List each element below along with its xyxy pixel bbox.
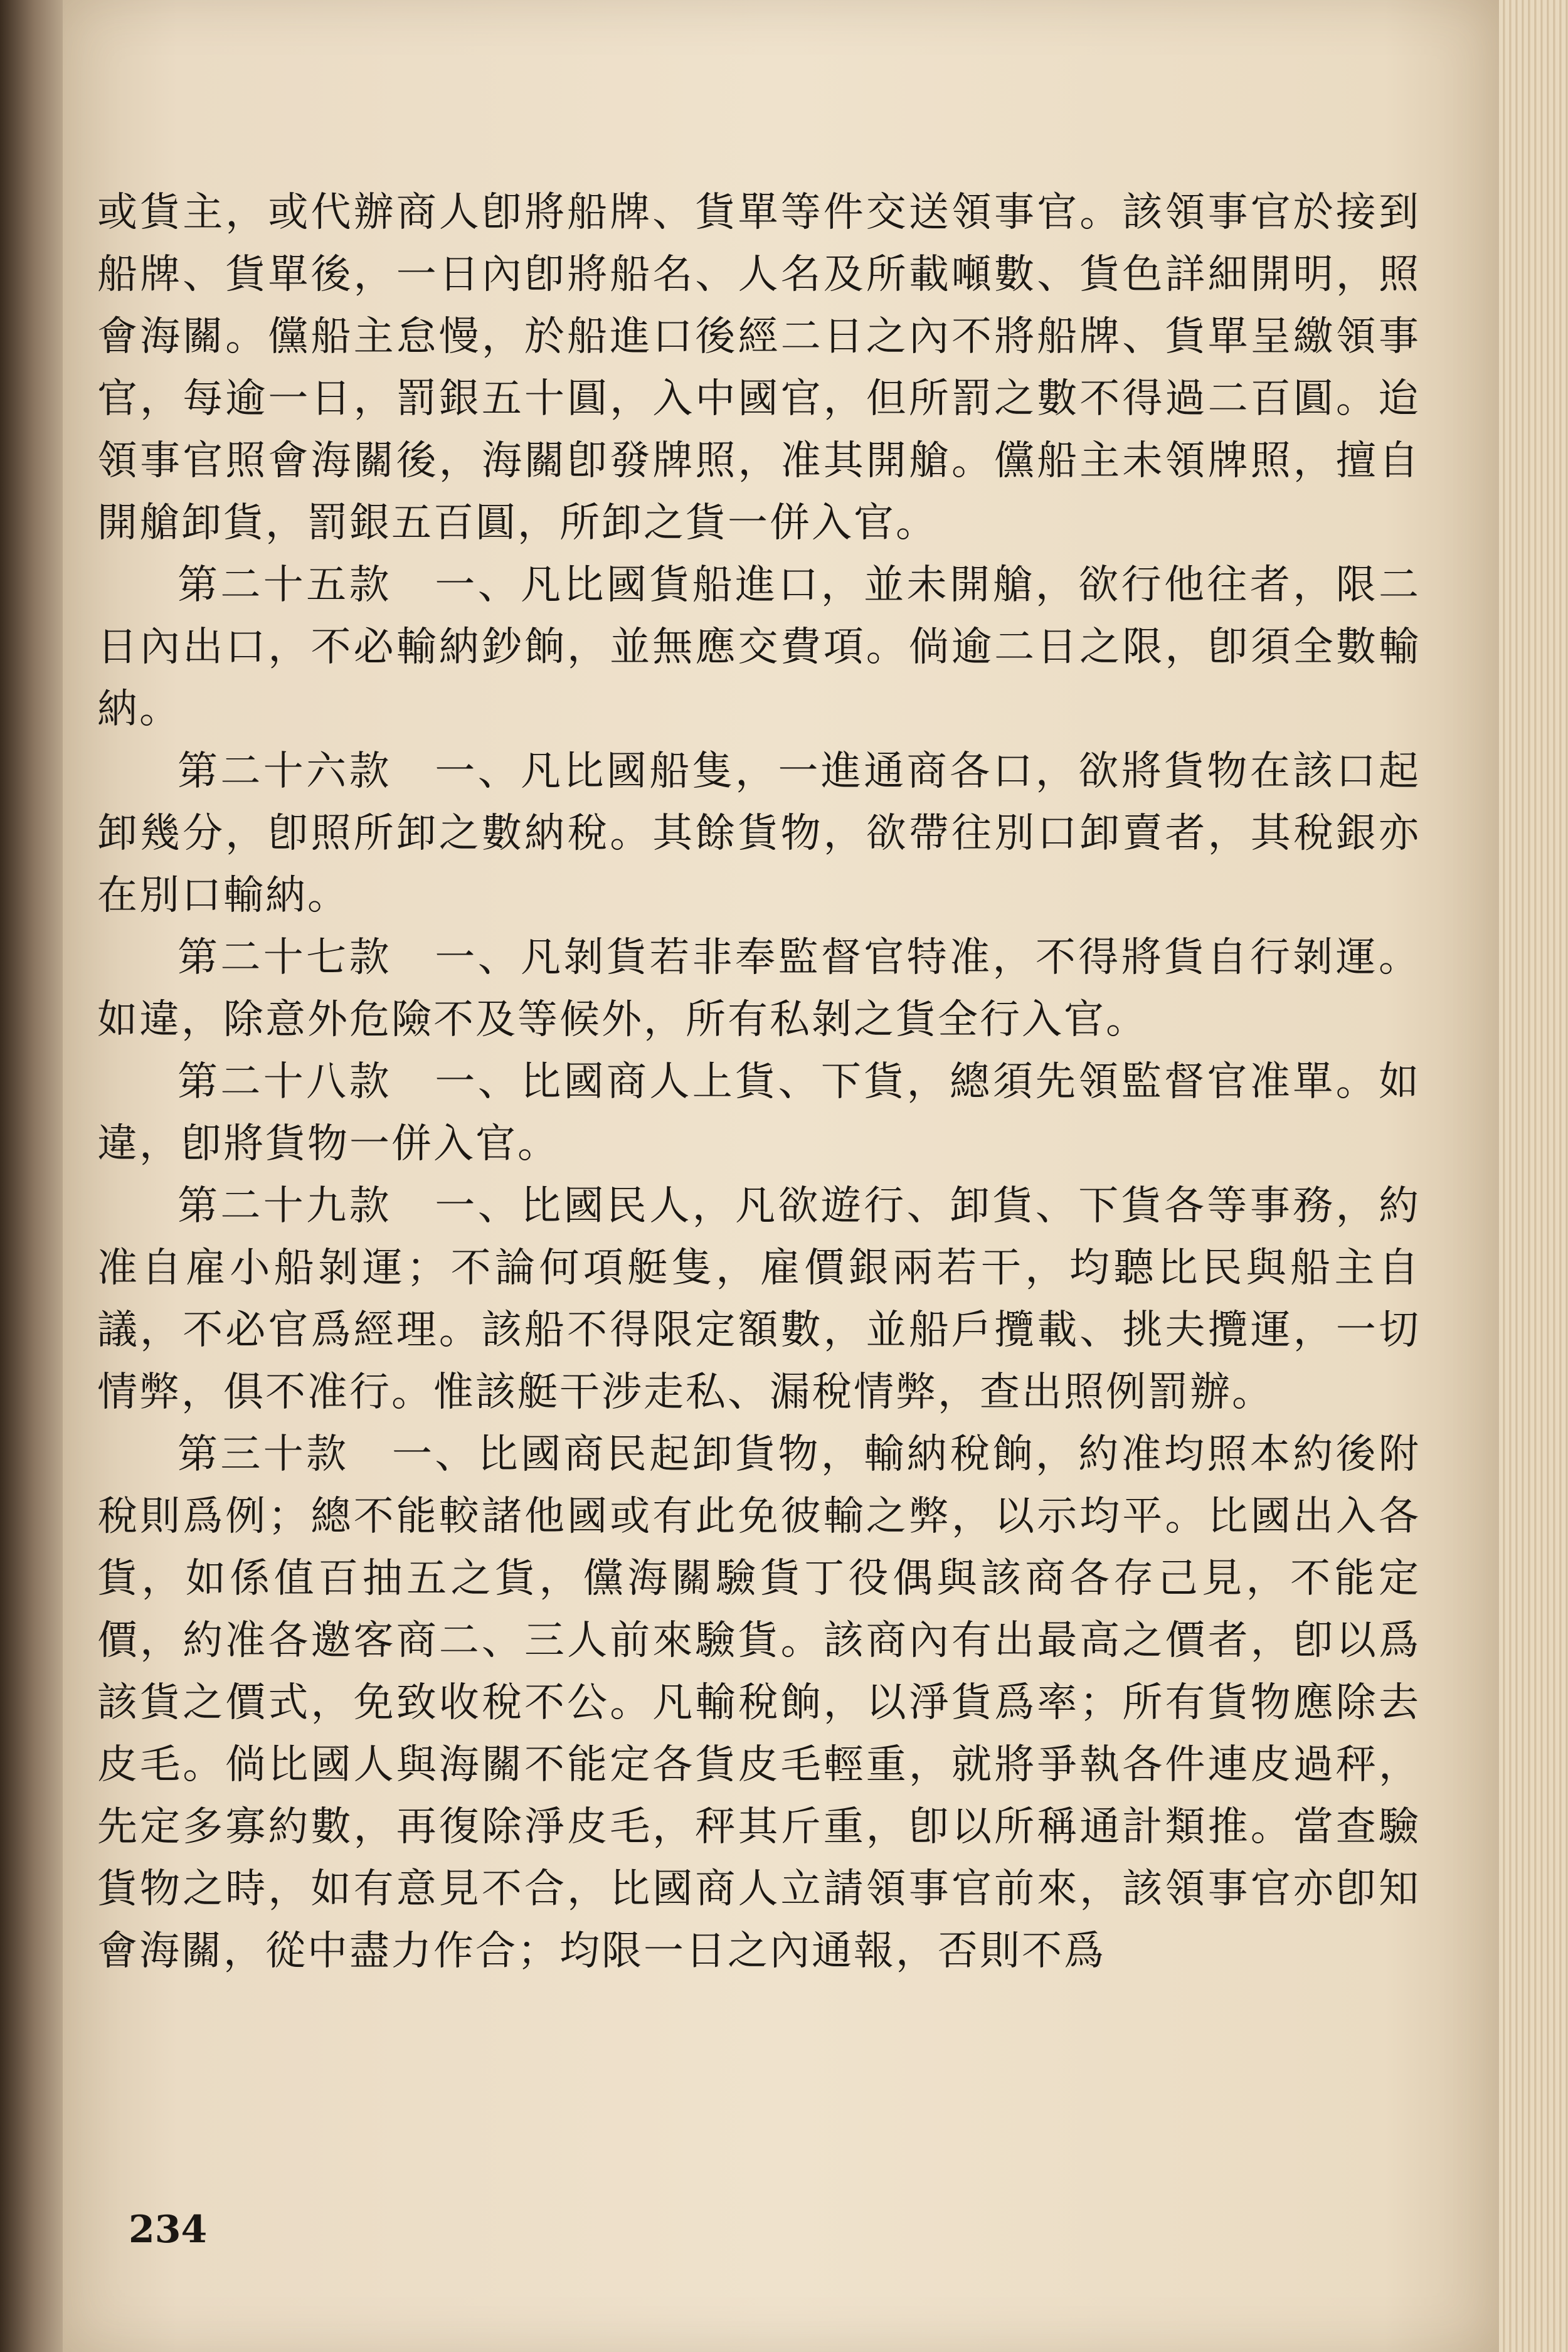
article-26-paragraph: 第二十六款 一、凡比國船隻，一進通商各口，欲將貨物在該口起卸幾分，卽照所卸之數納稅。其餘貨物，欲帶往別口卸賣者，其稅銀亦在別口輸納。 xyxy=(97,748,1421,919)
article-28-paragraph: 第二十八款 一、比國商人上貨、下貨，總須先領監督官准單。如違，卽將貨物一併入官。 xyxy=(97,1059,1421,1167)
page-number: 234 xyxy=(129,2208,208,2252)
page-stack-edge xyxy=(1499,0,1568,2352)
paragraph-continued: 或貨主，或代辦商人卽將船牌、貨單等件交送領事官。該領事官於接到船牌、貨單後，一日內卽將船名、人名及所載噸數、貨色詳細開明，照會海關。儻船主怠慢，於船進口後經二日之內不將船牌、貨單呈繳領事官，每逾一日，罰銀五十圓，入中國官，但所罰之數不得過二百圓。迨領事官照會海關後，海關卽發牌照，准其開艙。儻船主未領牌照，擅自開艙卸貨，罰銀五百圓，所卸之貨一併入官。 xyxy=(97,189,1421,546)
article-25-paragraph: 第二十五款 一、凡比國貨船進口，並未開艙，欲行他往者，限二日內出口，不必輸納鈔餉，並無應交費項。倘逾二日之限，卽須全數輸納。 xyxy=(97,562,1421,733)
article-29-paragraph: 第二十九款 一、比國民人，凡欲遊行、卸貨、下貨各等事務，約准自雇小船剝運；不論何項艇隻，雇價銀兩若干，均聽比民與船主自議，不必官爲經理。該船不得限定額數，並船戶攬載、挑夫攬運，一切情弊，俱不准行。惟該艇干涉走私、漏稅情弊，查出照例罰辦。 xyxy=(97,1183,1421,1416)
article-27-paragraph: 第二十七款 一、凡剝貨若非奉監督官特准，不得將貨自行剝運。如違，除意外危險不及等候外，所有私剝之貨全行入官。 xyxy=(97,935,1421,1043)
body-text xyxy=(97,182,1421,1983)
article-30-paragraph: 第三十款 一、比國商民起卸貨物，輸納稅餉，約准均照本約後附稅則爲例；總不能較諸他國或有此免彼輸之弊，以示均平。比國出入各貨，如係值百抽五之貨，儻海關驗貨丁役偶與該商各存己見，不能定價，約准各邀客商二、三人前來驗貨。該商內有出最高之價者，卽以爲該貨之價式，免致收稅不公。凡輸稅餉，以淨貨爲率；所有貨物應除去皮毛。倘比國人與海關不能定各貨皮毛輕重，就將爭執各件連皮過秤，先定多寡約數，再復除淨皮毛，秤其斤重，卽以所稱通計類推。當查驗貨物之時，如有意見不合，比國商人立請領事官前來，該領事官亦卽知會海關，從中盡力作合；均限一日之內通報，否則不爲 xyxy=(97,1431,1421,1974)
